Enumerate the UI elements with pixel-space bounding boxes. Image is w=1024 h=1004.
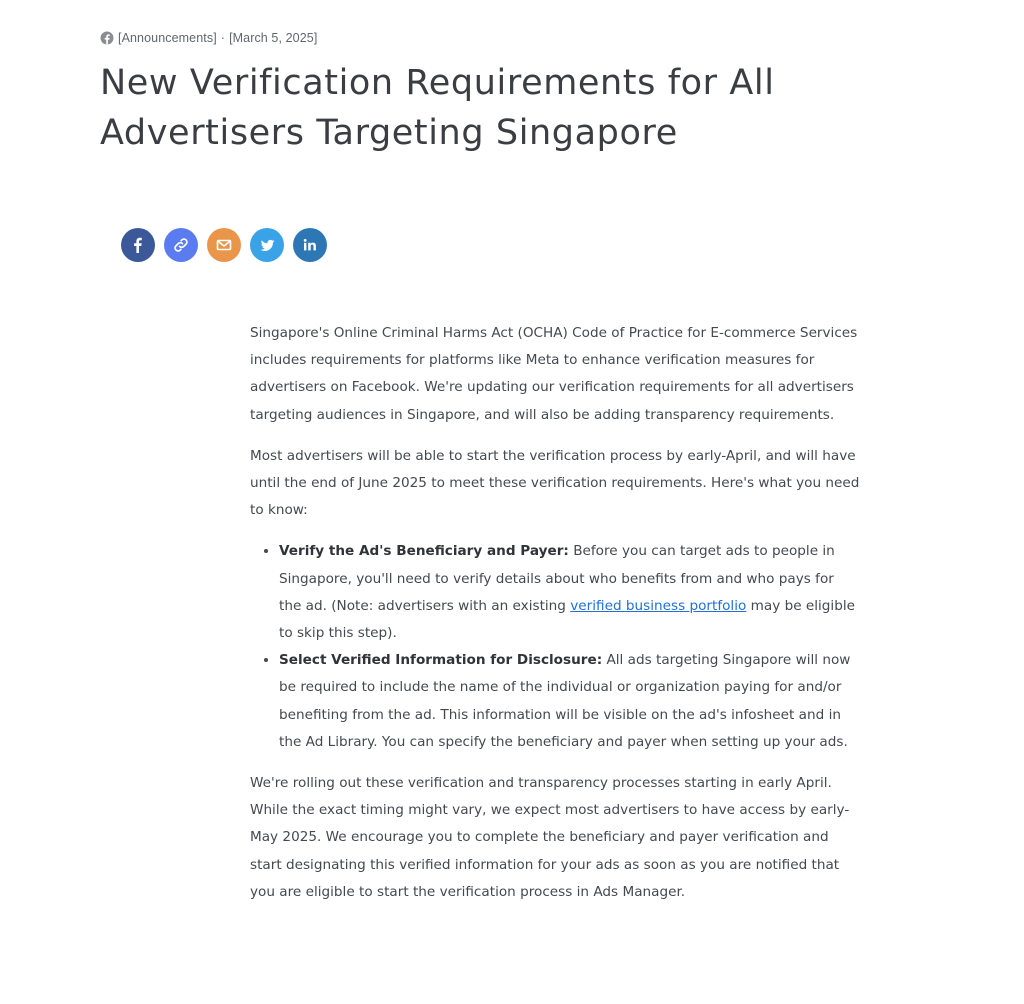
facebook-icon — [130, 237, 146, 253]
page-title: New Verification Requirements for All Advertisers Targeting Singapore — [100, 63, 775, 153]
category-label[interactable]: [Announcements] — [118, 31, 217, 45]
publish-date: [March 5, 2025] — [229, 31, 318, 45]
link-icon — [172, 236, 190, 254]
paragraph-intro: Singapore's Online Criminal Harms Act (OCHA) Code of Practice for E-commerce Services includes requirements for platforms like Meta to enhance verification measures for advertisers on Facebook. We're updating our verification requirements for all advertisers targeting audiences in Singapore, and will also be adding transparency requirements. — [250, 325, 858, 423]
bullet-text: Before you can target ads to people in Singapore, you'll need to verify details about who benefits from and who pays for the ad. (Note: advertisers with an existing — [279, 543, 835, 614]
article-body — [250, 320, 860, 920]
bullet-heading: Select Verified Information for Disclosure: — [279, 652, 603, 669]
facebook-icon — [100, 31, 114, 45]
paragraph-rollout: We're rolling out these verification and transparency processes starting in early April. While the exact timing might vary, we expect most advertisers to have access by early-May 2025. We encourage you to complete the beneficiary and payer verification and start designating this verified information for your ads as soon as you are notified that you are eligible to start the verification process in Ads Manager. — [250, 775, 850, 900]
share-facebook-button[interactable] — [121, 228, 155, 262]
bullet-text: may be eligible to skip this step). — [279, 597, 855, 642]
linkedin-icon — [302, 237, 318, 253]
twitter-icon — [259, 237, 276, 254]
list-item — [279, 647, 860, 756]
bullet-heading: Verify the Ad's Beneficiary and Payer: — [279, 543, 569, 560]
share-link-button[interactable] — [164, 228, 198, 262]
article-meta — [100, 30, 317, 46]
share-bar — [121, 228, 327, 262]
email-icon — [215, 236, 233, 254]
requirements-list — [250, 538, 860, 756]
list-item — [279, 538, 860, 647]
verified-business-portfolio-link[interactable]: verified business portfolio — [570, 597, 747, 614]
meta-separator: · — [220, 31, 226, 45]
share-email-button[interactable] — [207, 228, 241, 262]
share-linkedin-button[interactable] — [293, 228, 327, 262]
share-twitter-button[interactable] — [250, 228, 284, 262]
paragraph-timeline: Most advertisers will be able to start the verification process by early-April, and will have until the end of June 2025 to meet these verification requirements. Here's what you need to know: — [250, 447, 860, 519]
bullet-text: All ads targeting Singapore will now be required to include the name of the individual or organization paying for and/or benefiting from the ad. This information will be visible on the ad's infosheet and in the Ad Library. You can specify the beneficiary and payer when setting up your ads. — [279, 652, 851, 750]
